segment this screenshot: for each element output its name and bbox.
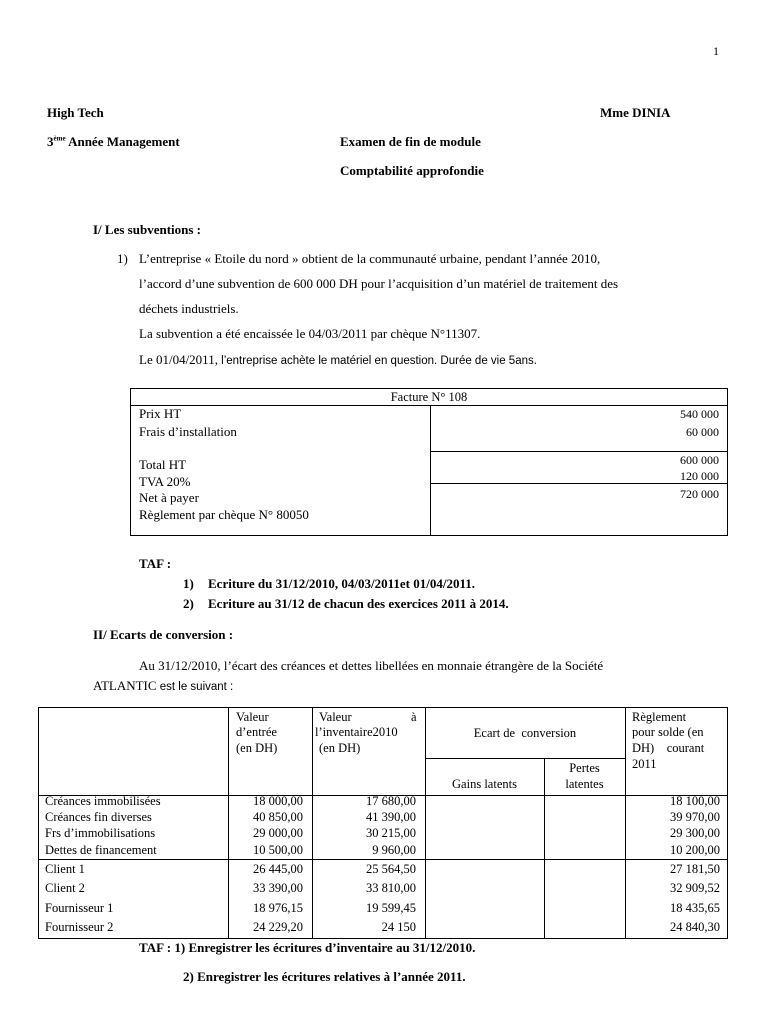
subject-title: Comptabilité approfondie: [340, 163, 484, 178]
invoice-label: Règlement par chèque N° 80050: [139, 507, 309, 522]
cell-inventaire: 17 680,00: [366, 794, 416, 808]
invoice-value: 720 000: [680, 487, 719, 501]
invoice-value: 120 000: [680, 469, 719, 483]
page-number: 1: [713, 44, 719, 58]
invoice-value: 600 000: [680, 453, 719, 467]
class-level: 3ème Année Management: [47, 134, 180, 149]
teacher-name: Mme DINIA: [600, 105, 671, 120]
header-reglement: DH) courant: [632, 741, 705, 755]
header-inventaire: l’inventaire2010: [315, 725, 398, 739]
taf-line: 2) Enregistrer les écritures relatives à l’année 2011.: [183, 969, 466, 984]
cell-entree: 29 000,00: [253, 826, 303, 840]
row-label: Dettes de financement: [45, 843, 157, 857]
cell-inventaire: 41 390,00: [366, 810, 416, 824]
exam-title: Examen de fin de module: [340, 134, 481, 149]
taf-item: Ecriture au 31/12 de chacun des exercices 2011 à 2014.: [208, 596, 509, 611]
cell-entree: 10 500,00: [253, 843, 303, 857]
row-label: Créances immobilisées: [45, 794, 161, 808]
invoice-label: Net à payer: [139, 490, 199, 505]
school-name: High Tech: [47, 105, 104, 120]
cell-entree: 33 390,00: [253, 881, 303, 895]
cell-inventaire: 33 810,00: [366, 881, 416, 895]
paragraph-line: déchets industriels.: [139, 301, 239, 316]
conversion-table: [38, 707, 728, 939]
row-label: Frs d’immobilisations: [45, 826, 156, 840]
cell-reglement: 32 909,52: [670, 881, 720, 895]
taf-item: Ecriture du 31/12/2010, 04/03/2011et 01/04/2011.: [208, 576, 475, 591]
header-gains: Gains latents: [452, 777, 517, 791]
paragraph-line: Au 31/12/2010, l’écart des créances et dettes libellées en monnaie étrangère de la Société: [139, 658, 604, 673]
cell-inventaire: 25 564,50: [366, 862, 416, 876]
cell-inventaire: 30 215,00: [366, 826, 416, 840]
header-inventaire: à: [411, 710, 417, 724]
row-label: Créances fin diverses: [45, 810, 152, 824]
taf-item-number: 1): [183, 576, 194, 591]
cell-reglement: 18 435,65: [670, 901, 720, 915]
cell-reglement: 29 300,00: [670, 826, 720, 840]
cell-inventaire: 9 960,00: [372, 843, 416, 857]
cell-entree: 40 850,00: [253, 810, 303, 824]
cell-entree: 18 976,15: [253, 901, 303, 915]
cell-entree: 26 445,00: [253, 862, 303, 876]
header-pertes: latentes: [565, 777, 604, 791]
taf-title: TAF :: [139, 556, 172, 571]
invoice-value: 60 000: [686, 425, 719, 439]
cell-reglement: 10 200,00: [670, 843, 720, 857]
header-reglement: Règlement: [632, 710, 687, 724]
row-label: Client 1: [45, 862, 85, 876]
header-pertes: Pertes: [569, 761, 600, 775]
cell-entree: 18 000,00: [253, 794, 303, 808]
taf-line: TAF : 1) Enregistrer les écritures d’inventaire au 31/12/2010.: [139, 940, 476, 955]
invoice-table: [130, 388, 728, 536]
row-label: Fournisseur 2: [45, 920, 114, 934]
cell-reglement: 39 970,00: [670, 810, 720, 824]
cell-inventaire: 24 150: [381, 920, 416, 934]
paragraph-line: l’accord d’une subvention de 600 000 DH pour l’acquisition d’un matériel de traitement des: [139, 276, 619, 291]
header-entree: (en DH): [236, 741, 278, 755]
invoice-label: TVA 20%: [139, 474, 191, 489]
header-ecart: Ecart de conversion: [473, 726, 577, 740]
item-number: 1): [117, 251, 128, 266]
header-entree: d’entrée: [236, 725, 277, 739]
invoice-title: Facture N° 108: [131, 389, 727, 406]
row-label: Fournisseur 1: [45, 901, 114, 915]
paragraph-line: L’entreprise « Etoile du nord » obtient de la communauté urbaine, pendant l’année 2010,: [139, 251, 601, 266]
row-label: Client 2: [45, 881, 85, 895]
paragraph-line: La subvention a été encaissée le 04/03/2011 par chèque N°11307.: [139, 326, 481, 341]
cell-reglement: 18 100,00: [670, 794, 720, 808]
header-inventaire: (en DH): [319, 741, 361, 755]
cell-inventaire: 19 599,45: [366, 901, 416, 915]
cell-reglement: 27 181,50: [670, 862, 720, 876]
cell-reglement: 24 840,30: [670, 920, 720, 934]
header-inventaire: Valeur: [319, 710, 352, 724]
invoice-label: Total HT: [139, 457, 187, 472]
invoice-label: Prix HT: [139, 406, 182, 421]
header-reglement: 2011: [632, 757, 657, 771]
cell-entree: 24 229,20: [253, 920, 303, 934]
taf-item-number: 2): [183, 596, 194, 611]
paragraph-line: ATLANTIC est le suivant :: [93, 678, 234, 693]
section-subventions-title: I/ Les subventions :: [93, 222, 201, 237]
header-entree: Valeur: [236, 710, 269, 724]
invoice-label: Frais d’installation: [139, 424, 237, 439]
section-ecarts-title: II/ Ecarts de conversion :: [93, 627, 234, 642]
header-reglement: pour solde (en: [632, 725, 704, 739]
paragraph-line: Le 01/04/2011, l’entreprise achète le matériel en question. Durée de vie 5ans.: [139, 352, 537, 367]
invoice-value: 540 000: [680, 407, 719, 421]
